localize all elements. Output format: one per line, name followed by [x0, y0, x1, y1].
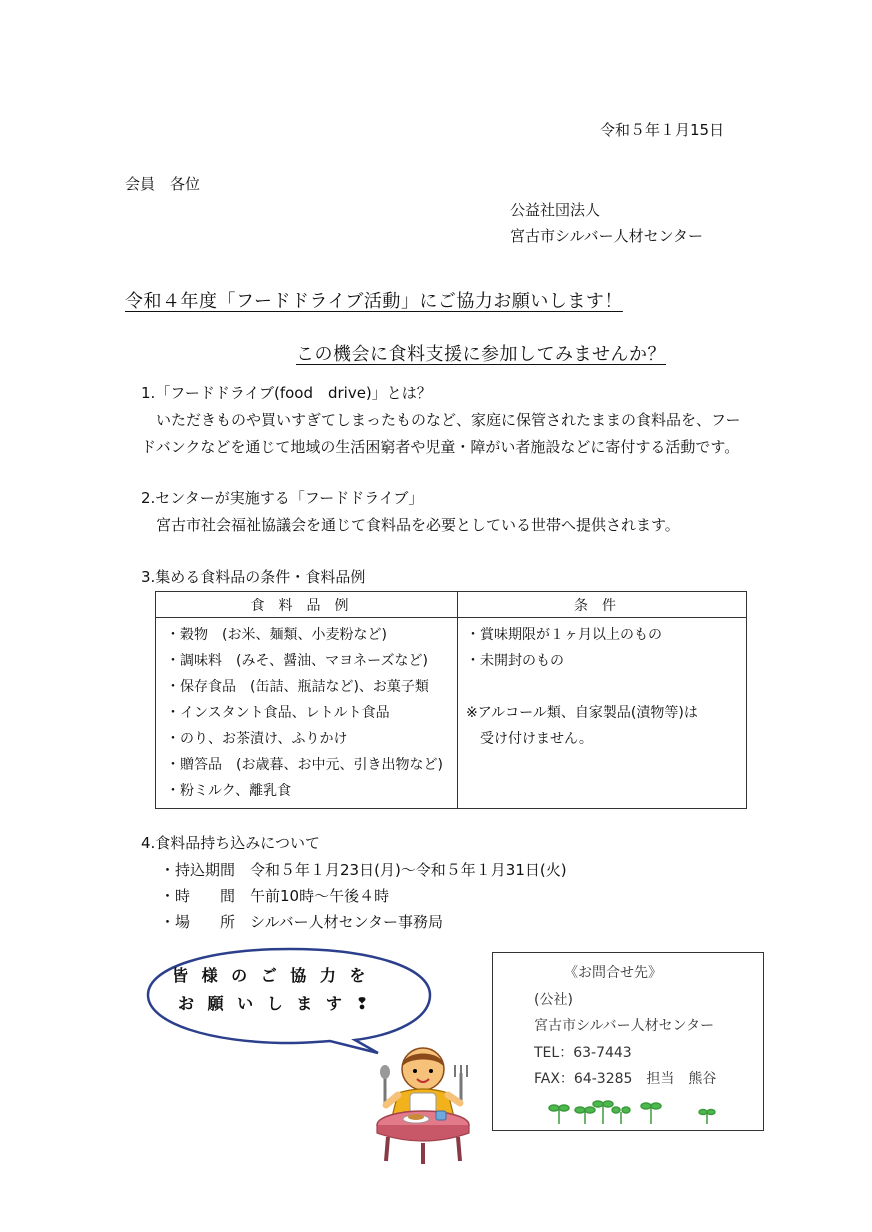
food-item: ・保存食品 (缶詰、瓶詰など)、お菓子類 — [166, 679, 429, 695]
section-4-heading: 4.食料品持ち込みについて — [141, 834, 321, 852]
table-header-condition: 条件 — [458, 592, 747, 618]
section-1-body-line2: ドバンクなどを通じて地域の生活困窮者や児童・障がい者施設などに寄付する活動です。 — [141, 438, 740, 456]
section-3-heading: 3.集める食料品の条件・食料品例 — [141, 568, 366, 586]
sprouts-decoration — [541, 1096, 721, 1126]
contact-fax: FAX：64-3285 担当 熊谷 — [534, 1071, 717, 1087]
condition-item: ・未開封のもの — [466, 653, 564, 669]
condition-list-cell — [458, 618, 747, 809]
sender-org-type: 公益社団法人 — [510, 201, 601, 219]
condition-spacer — [466, 674, 746, 700]
page-title: 令和４年度「フードドライブ活動」にご協力お願いします！ — [125, 291, 623, 312]
section-2-body: 宮古市社会福祉協議会を通じて食料品を必要としている世帯へ提供されます。 — [156, 516, 680, 534]
page-subtitle: この機会に食料支援に参加してみませんか？ — [296, 344, 666, 365]
food-item: ・贈答品 (お歳暮、お中元、引き出物など) — [166, 757, 443, 773]
dropoff-place: ・場 所 シルバー人材センター事務局 — [160, 913, 443, 931]
contact-tel: TEL：63-7443 — [534, 1045, 632, 1061]
dropoff-time: ・時 間 午前10時～午後４時 — [160, 887, 390, 905]
addressee: 会員 各位 — [125, 175, 201, 193]
food-list-cell — [156, 618, 458, 809]
food-item: ・のり、お茶漬け、ふりかけ — [166, 731, 348, 747]
condition-item: ・賞味期限が１ヶ月以上のもの — [466, 627, 662, 643]
section-2-heading: 2.センターが実施する「フードドライブ」 — [141, 489, 424, 507]
condition-note: 受け付けません。 — [466, 731, 593, 747]
contact-org-kind: (公社) — [534, 992, 573, 1008]
document-date: 令和５年１月15日 — [600, 121, 725, 139]
food-item: ・粉ミルク、離乳食 — [166, 783, 292, 799]
dropoff-period: ・持込期間 令和５年１月23日(月)～令和５年１月31日(火) — [160, 861, 567, 879]
contact-box — [492, 952, 764, 1131]
food-item: ・インスタント食品、レトルト食品 — [166, 705, 390, 721]
section-1-heading: 1.「フードドライブ(food drive)」とは？ — [141, 384, 432, 402]
child-eating-illustration — [368, 1045, 478, 1165]
food-item: ・穀物 (お米、麺類、小麦粉など) — [166, 627, 387, 643]
table-header-food: 食料品例 — [156, 592, 458, 618]
bubble-line2: お 願 い し ま す ❢ — [178, 994, 373, 1013]
bubble-line1: 皆 様 の ご 協 力 を — [172, 966, 370, 985]
food-item: ・調味料 (みそ、醤油、マヨネーズなど) — [166, 653, 428, 669]
contact-title: 《お問合せ先》 — [564, 965, 662, 981]
contact-org-name: 宮古市シルバー人材センター — [534, 1018, 715, 1034]
food-conditions-table — [155, 591, 747, 809]
condition-note: ※アルコール類、自家製品(漬物等)は — [466, 705, 698, 721]
sender-org-name: 宮古市シルバー人材センター — [510, 227, 703, 245]
section-1-body-line1: いただきものや買いすぎてしまったものなど、家庭に保管されたままの食料品を、フー — [156, 411, 741, 429]
